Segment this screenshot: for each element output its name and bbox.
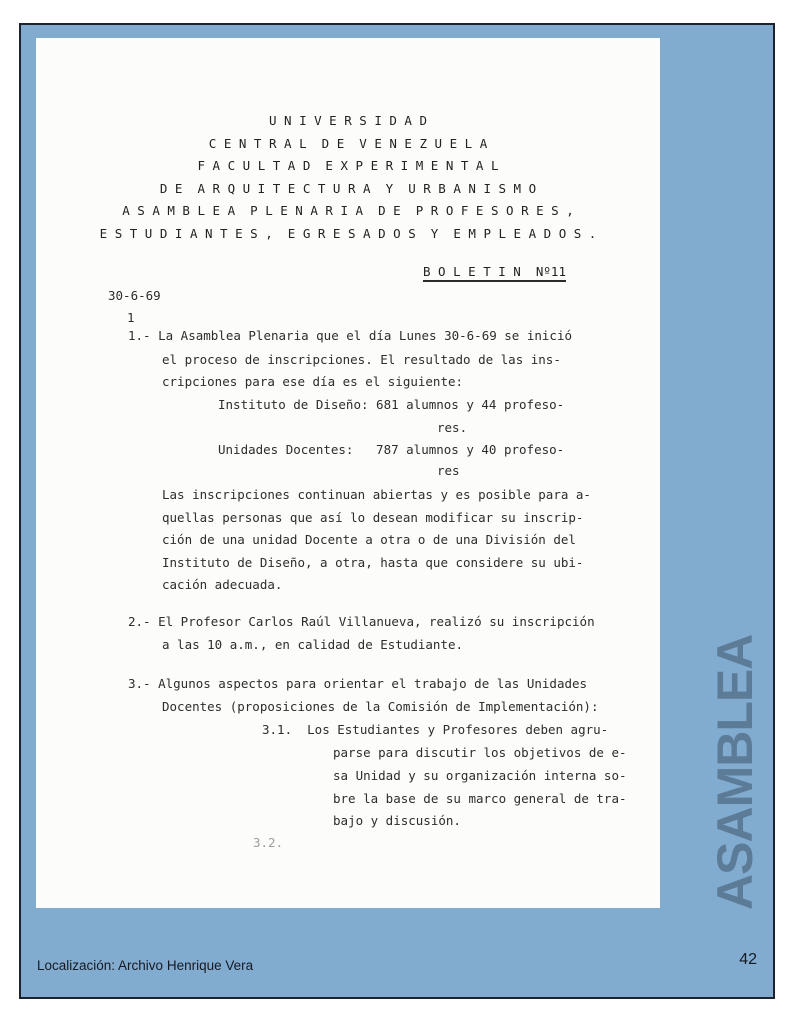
document-line: 2.- El Profesor Carlos Raúl Villanueva, realizó su inscripción xyxy=(128,614,595,629)
bulletin-title xyxy=(423,264,566,282)
blue-frame-panel xyxy=(19,23,775,999)
document-line: Las inscripciones continuan abiertas y es posible para a- xyxy=(162,487,591,502)
document-line: res. xyxy=(437,420,468,435)
document-header xyxy=(36,110,660,245)
document-line: quellas personas que así lo desean modificar su inscrip- xyxy=(162,510,584,525)
document-line: 3.- Algunos aspectos para orientar el trabajo de las Unidades xyxy=(128,676,588,691)
document-line: 3.1. Los Estudiantes y Profesores deben agru- xyxy=(262,722,609,737)
document-line: sa Unidad y su organización interna so- xyxy=(333,768,627,783)
document-date: 30-6-69 xyxy=(108,288,161,303)
document-line: Unidades Docentes: 787 alumnos y 40 profeso- xyxy=(218,442,565,457)
document-line: cripciones para ese día es el siguiente: xyxy=(162,374,464,389)
document-line: 1.- La Asamblea Plenaria que el día Lunes 30-6-69 se inició xyxy=(128,328,573,343)
side-label-asamblea: ASAMBLEA xyxy=(707,634,763,910)
document-page-marker: 1 xyxy=(127,310,135,325)
document-line: cación adecuada. xyxy=(162,577,283,592)
bulletin-title-text: B O L E T I N Nº11 xyxy=(423,264,566,282)
document-header-line: D E A R Q U I T E C T U R A Y U R B A N I S M O xyxy=(159,180,537,196)
document-header-line: C E N T R A L D E V E N E Z U E L A xyxy=(208,135,488,151)
document-header-line: E S T U D I A N T E S , E G R E S A D O S Y E M P L E A D O S . xyxy=(99,225,597,241)
document-line: ción de una unidad Docente a otra o de una División del xyxy=(162,532,576,547)
document-line: bajo y discusión. xyxy=(333,813,461,828)
document-line: Instituto de Diseño, a otra, hasta que considere su ubi- xyxy=(162,555,584,570)
document-line: parse para discutir los objetivos de e- xyxy=(333,745,627,760)
document-line: Docentes (proposiciones de la Comisión de Implementación): xyxy=(162,699,599,714)
document-header-line: F A C U L T A D E X P E R I M E N T A L xyxy=(197,158,499,173)
document-line: a las 10 a.m., en calidad de Estudiante. xyxy=(162,637,464,652)
document-line-fragment: 3.2. xyxy=(253,835,284,850)
archive-location-caption: Localización: Archivo Henrique Vera xyxy=(37,958,254,973)
document-line: bre la base de su marco general de tra- xyxy=(333,791,627,806)
document-line: Instituto de Diseño: 681 alumnos y 44 profeso- xyxy=(218,397,565,412)
document-header-line: U N I V E R S I D A D xyxy=(268,113,428,128)
document-header-line: A S A M B L E A P L E N A R I A D E P R O F E S O R E S , xyxy=(122,203,574,218)
document-line: res xyxy=(437,463,460,478)
scanned-document-page xyxy=(36,38,660,908)
document-line: el proceso de inscripciones. El resultado de las ins- xyxy=(162,352,561,367)
page-number: 42 xyxy=(739,951,757,968)
